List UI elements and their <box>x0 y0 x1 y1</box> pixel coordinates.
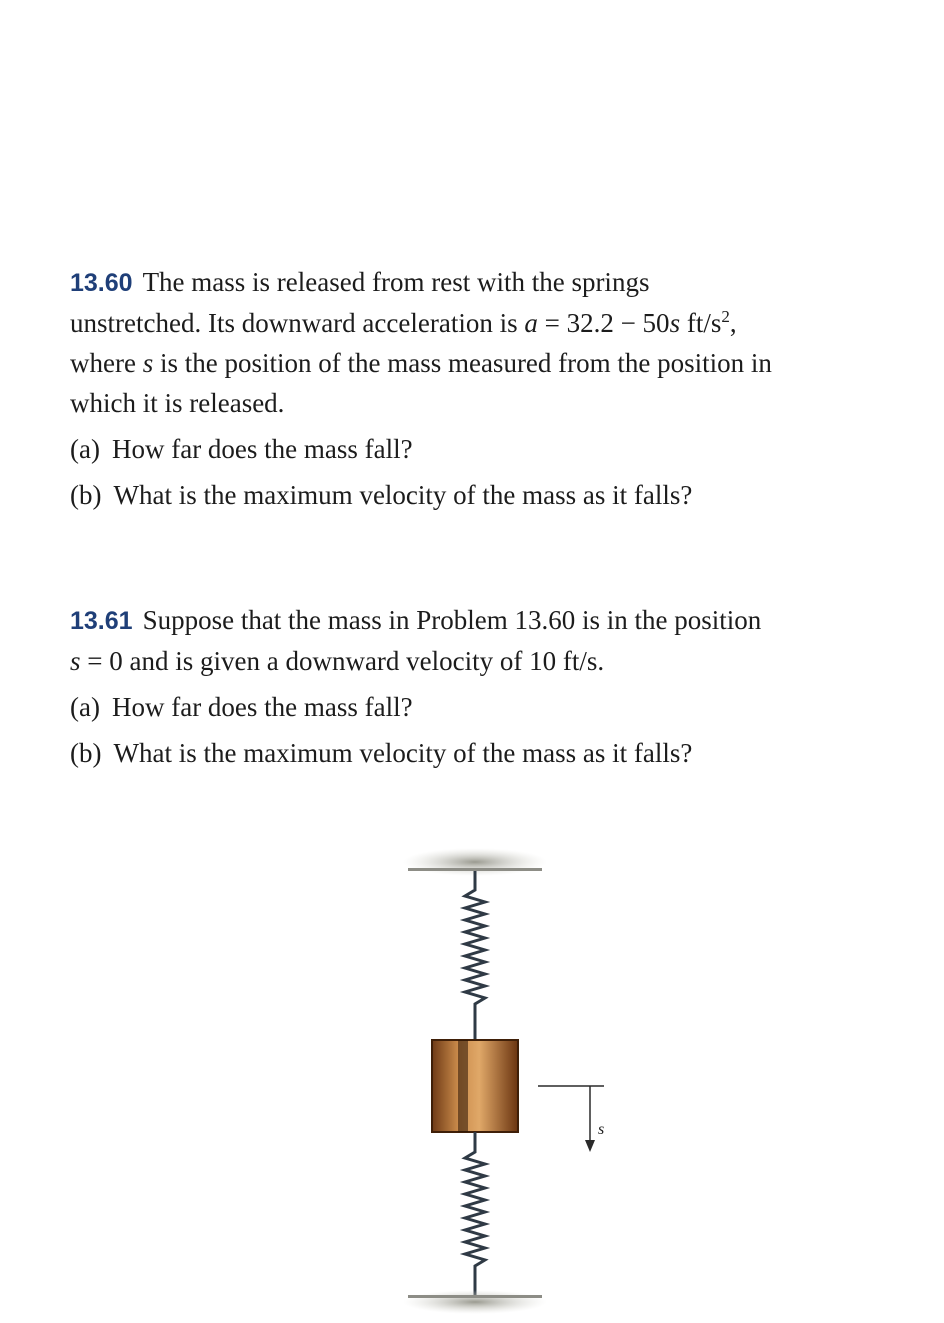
part-label: (b) <box>70 738 102 768</box>
problem-text: unstretched. Its downward acceleration is <box>70 308 518 338</box>
problem-text: where <box>70 348 136 378</box>
part-text: How far does the mass fall? <box>111 434 413 464</box>
mass-block <box>432 1040 518 1132</box>
variable-s: s <box>142 348 154 378</box>
part-a <box>70 687 880 727</box>
problem-13-60 <box>70 262 880 515</box>
lower-spring <box>465 1132 485 1295</box>
punctuation: , <box>729 308 737 338</box>
spring-mass-diagram <box>380 840 640 1318</box>
problem-text: Suppose that the mass in Problem 13.60 is in the position <box>142 605 762 635</box>
bottom-support-edge <box>408 1295 542 1298</box>
part-text: How far does the mass fall? <box>111 692 413 722</box>
problem-number: 13.60 <box>70 269 133 297</box>
variable-s: s <box>669 308 681 338</box>
bottom-support <box>403 1290 547 1314</box>
problem-13-60-line-4: which it is released. <box>70 388 285 418</box>
part-text: What is the maximum velocity of the mass as it falls? <box>113 738 693 768</box>
part-b <box>70 733 880 773</box>
variable-a: a <box>524 308 538 338</box>
part-label: (a) <box>70 692 100 722</box>
problem-text: The mass is released from rest with the springs <box>142 267 650 297</box>
problem-number: 13.61 <box>70 607 133 635</box>
problem-text: is the position of the mass measured from the position in <box>159 348 772 378</box>
problem-text: = 0 and is given a downward velocity of 10 ft/s. <box>87 646 605 676</box>
part-a <box>70 429 880 469</box>
part-label: (b) <box>70 480 102 510</box>
spring-mass-figure <box>380 840 640 1318</box>
problem-13-61 <box>70 600 880 773</box>
part-text: What is the maximum velocity of the mass as it falls? <box>113 480 693 510</box>
part-b <box>70 475 880 515</box>
problem-13-60-line-3 <box>70 343 880 383</box>
mass-block-shadow <box>458 1040 468 1132</box>
problem-13-61-line-2 <box>70 641 880 681</box>
part-label: (a) <box>70 434 100 464</box>
upper-spring <box>465 871 485 1040</box>
problem-13-60-line-1 <box>70 262 880 303</box>
problem-13-60-line-2 <box>70 303 880 343</box>
unit-exponent: 2 <box>721 307 730 326</box>
equals-sign: = <box>544 308 560 338</box>
position-label-s: s <box>598 1121 605 1138</box>
problem-13-61-line-1 <box>70 600 880 641</box>
position-arrow-head <box>585 1140 595 1152</box>
top-support-edge <box>408 868 542 871</box>
acceleration-unit: ft/s <box>686 308 722 338</box>
variable-s: s <box>70 646 81 676</box>
acceleration-expression: 32.2 − 50 <box>566 308 670 338</box>
